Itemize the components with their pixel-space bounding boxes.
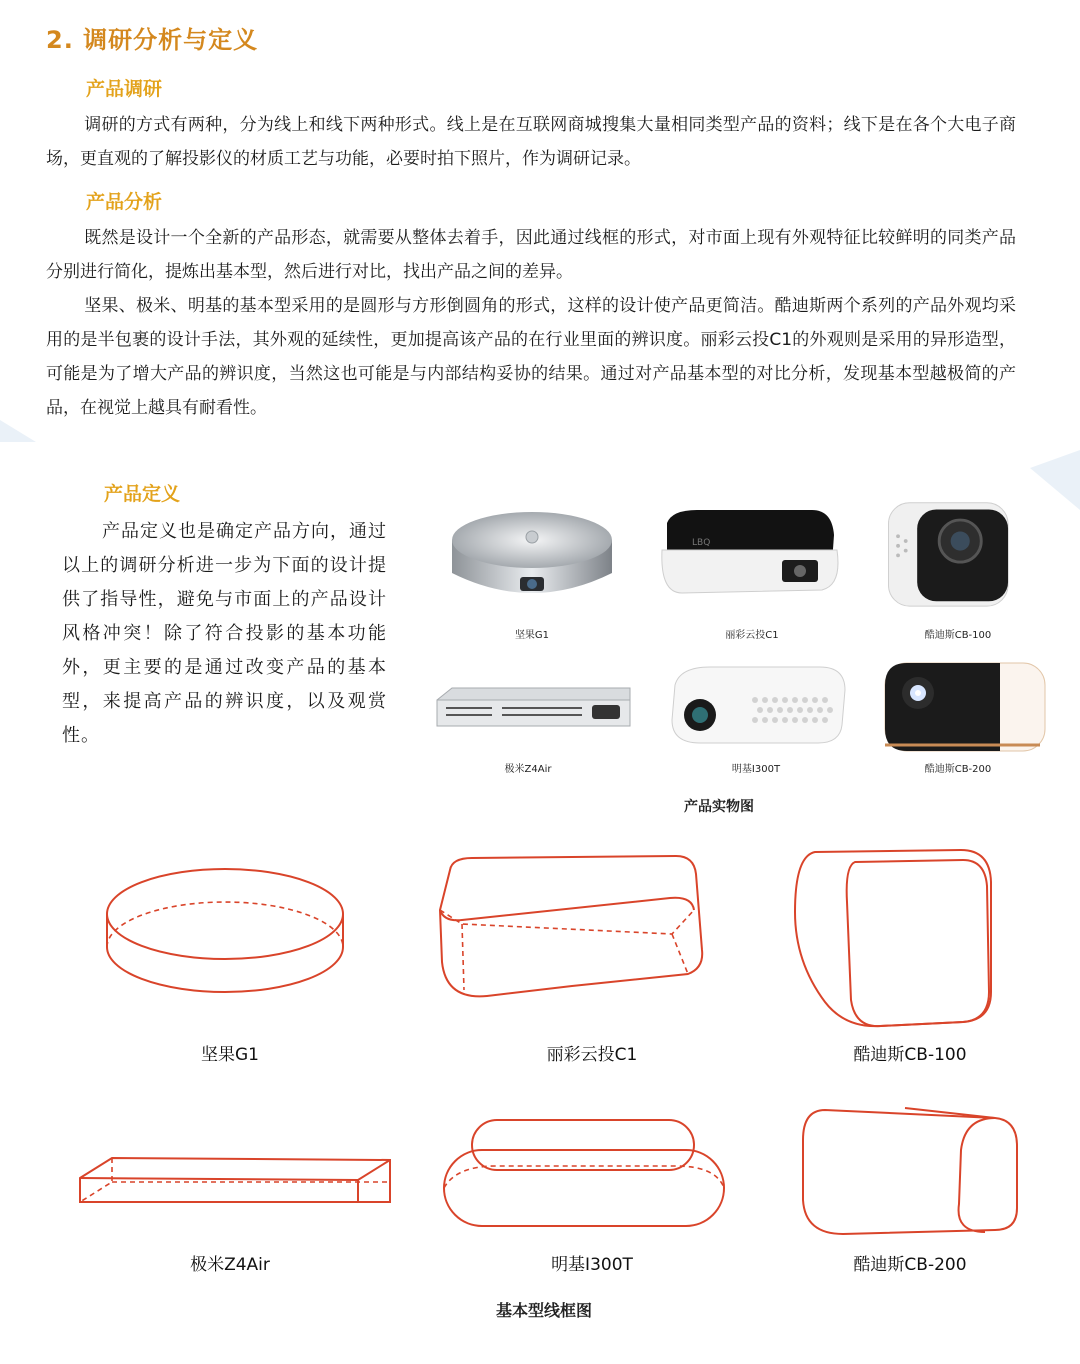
wireframe-caption-4: 极米Z4Air <box>190 1255 270 1275</box>
wireframe-licai-c1 <box>432 850 712 1010</box>
wireframe-caption-3: 酷迪斯CB-100 <box>853 1045 967 1065</box>
wireframe-coolux-cb200 <box>795 1100 1025 1240</box>
section-title: 2. 调研分析与定义 <box>46 26 259 54</box>
research-paragraph: 调研的方式有两种，分为线上和线下两种形式。线上是在互联网商城搜集大量相同类型产品的资料；线下是在各个大电子商场，更直观的了解投影仪的材质工艺与功能，必要时拍下照片，作为调研记录。 <box>46 115 1016 169</box>
analysis-paragraph-2: 坚果、极米、明基的基本型采用的是圆形与方形倒圆角的形式，这样的设计使产品更简洁。酷迪斯两个系列的产品外观均采用的是半包裹的设计手法，其外观的延续性，更加提高该产品的在行业里面的辨识度。丽彩云投C1的外观则是采用的异形造型，可能是为了增大产品的辨识度，当然这也可能是与内部结构妥协的结果。通过对产品基本型的对比分析，发现基本型越极简的产品，在视觉上越具有耐看性。 <box>46 296 1016 418</box>
analysis-paragraph-1: 既然是设计一个全新的产品形态，就需要从整体去着手，因此通过线框的形式，对市面上现有外观特征比较鲜明的同类产品分别进行简化，提炼出基本型，然后进行对比，找出产品之间的差异。 <box>46 228 1016 282</box>
wireframe-caption-1: 坚果G1 <box>201 1045 259 1065</box>
wireframe-xgimi-z4air <box>72 1146 402 1216</box>
analysis-heading: 产品分析 <box>86 191 163 213</box>
research-heading: 产品调研 <box>86 78 163 100</box>
wireframe-caption-5: 明基I300T <box>551 1255 633 1275</box>
photos-caption: 产品实物图 <box>684 799 754 815</box>
photo-caption-4: 极米Z4Air <box>504 764 552 775</box>
decor-shape-left <box>0 420 36 442</box>
photo-caption-1: 坚果G1 <box>514 630 550 641</box>
product-photo-licai-c1 <box>652 505 852 615</box>
product-photo-nut-g1 <box>432 505 632 615</box>
wireframe-caption-6: 酷迪斯CB-200 <box>853 1255 967 1275</box>
svg-text:LBQ: LBQ <box>692 538 711 548</box>
photo-caption-3: 酷迪斯CB-100 <box>924 630 992 641</box>
definition-heading: 产品定义 <box>104 483 181 505</box>
wireframe-benq-i300t <box>436 1110 736 1235</box>
photo-caption-6: 酷迪斯CB-200 <box>924 764 992 775</box>
product-photo-xgimi-z4air <box>432 660 632 770</box>
definition-paragraph: 产品定义也是确定产品方向，通过以上的调研分析进一步为下面的设计提供了指导性，避免与市面上的产品设计风格冲突！除了符合投影的基本功能外，更主要的是通过改变产品的基本型，来提高产品的辨识度，以及观赏性。 <box>62 521 387 746</box>
product-photo-benq-i300t <box>660 655 860 765</box>
wireframe-coolux-cb100 <box>785 842 1005 1032</box>
wireframe-caption-2: 丽彩云投C1 <box>546 1045 638 1065</box>
wireframes-caption: 基本型线框图 <box>496 1301 593 1320</box>
photo-caption-2: 丽彩云投C1 <box>725 630 779 641</box>
photo-caption-5: 明基I300T <box>731 764 781 775</box>
wireframe-nut-g1 <box>95 852 355 1002</box>
product-photo-coolux-cb200 <box>870 655 1070 765</box>
product-photo-coolux-cb100 <box>865 498 1065 608</box>
